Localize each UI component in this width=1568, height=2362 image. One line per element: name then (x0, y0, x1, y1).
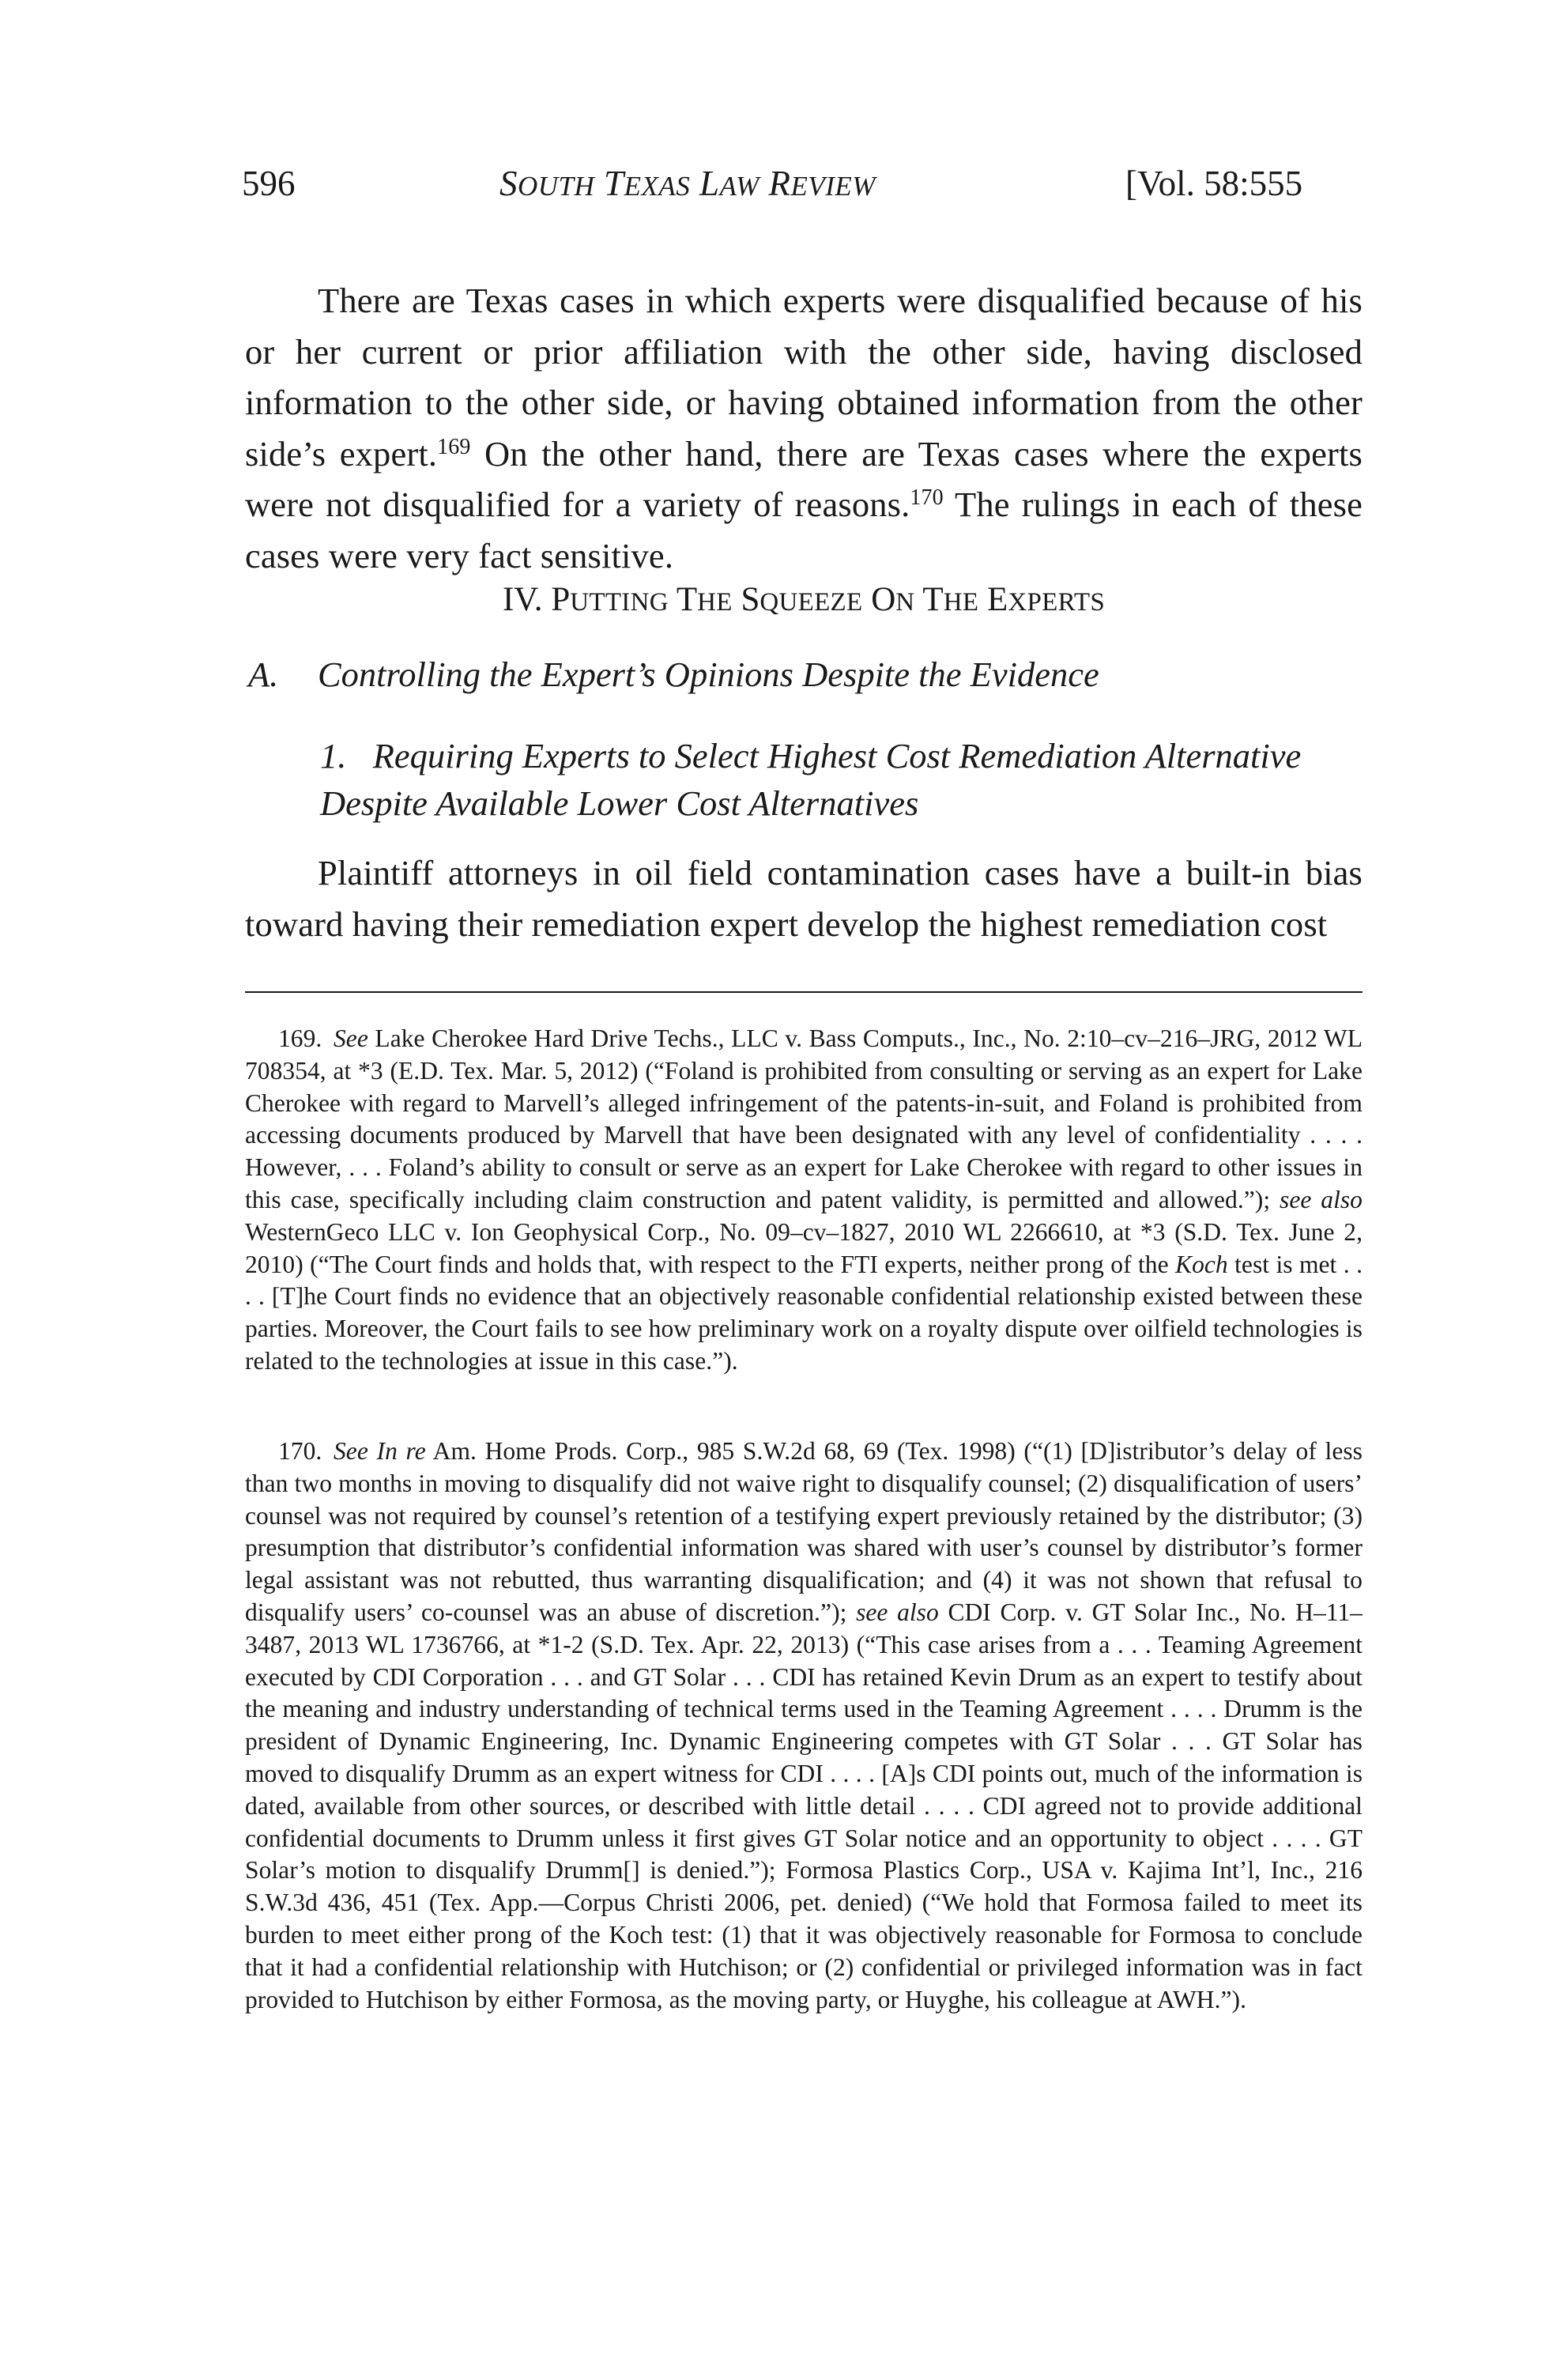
body-paragraph: Plaintiff attorneys in oil field contamination cases have a built-in bias toward having their remediation expert develop the highest remediation cost (245, 853, 1363, 944)
section-heading: IV. PUTTING THE SQUEEZE ON THE EXPERTS (502, 581, 1106, 618)
footnote-170: 170. See In re Am. Home Prods. Corp., 985 S.W.2d 68, 69 (Tex. 1998) (“(1) [D]istributor’s delay of less than two months in moving to disqualify did not waive right to disqualify counsel; (2) disqualification of users’ counsel was not required by counsel’s retention of a testifying expert previously retained by the distributor; (3) presumption that distributor’s confidential information was shared with user’s counsel by distributor’s former legal assistant was not rebutted, thus warranting disqualification; and (4) it was not shown that refusal to disqualify users’ co-counsel was an abuse of discretion.”); see also CDI Corp. v. GT Solar Inc., No. H–11–3487, 2013 WL 1736766, at *1-2 (S.D. Tex. Apr. 22, 2013) (“This case arises from a . . . Teaming Agreement executed by CDI Corporation . . . and GT Solar . . . CDI has retained Kevin Drum as an expert to testify about the meaning and industry understanding of technical terms used in the Teaming Agreement . . . . Drumm is the president of Dynamic Engineering, Inc. Dynamic Engineering competes with GT Solar . . . GT Solar has moved to disqualify Drumm as an expert witness for CDI . . . . [A]s CDI points out, much of the information is dated, available from other sources, or described with little detail . . . . CDI agreed not to provide additional confidential documents to Drumm unless it first gives GT Solar notice and an opportunity to object . . . . GT Solar’s motion to disqualify Drumm[] is denied.”); Formosa Plastics Corp., USA v. Kajima Int’l, Inc., 216 S.W.3d 436, 451 (Tex. App.—Corpus Christi 2006, pet. denied) (“We hold that Formosa failed to meet its burden to meet either prong of the Koch test: (1) that it was objectively reasonable for Formosa to conclude that it had a confidential relationship with Hutchison; or (2) confidential or privileged information was in fact provided to Hutchison by either Formosa, as the moving party, or Huyghe, his colleague at AWH.”). (245, 1437, 1363, 2013)
footnote-divider (245, 991, 1363, 993)
page-number: 596 (242, 164, 296, 203)
footnote-169: 169. See Lake Cherokee Hard Drive Techs., LLC v. Bass Computs., Inc., No. 2:10–cv–216–JRG, 2012 WL 708354, at *3 (E.D. Tex. Mar. 5, 2012) (“Foland is prohibited from consulting or serving as an expert for Lake Cherokee with regard to Marvell’s alleged infringement of the patents-in-suit, and Foland is prohibited from accessing documents produced by Marvell that have been designated with any level of confidentiality . . . . However, . . . Foland’s ability to consult or serve as an expert for Lake Cherokee with regard to other issues in this case, specifically including claim construction and patent validity, is permitted and allowed.”); see also WesternGeco LLC v. Ion Geophysical Corp., No. 09–cv–1827, 2010 WL 2266610, at *3 (S.D. Tex. June 2, 2010) (“The Court finds and holds that, with respect to the FTI experts, neither prong of the Koch test is met . . . . [T]he Court finds no evidence that an objectively reasonable confidential relationship existed between these parties. Moreover, the Court fails to see how preliminary work on a royalty dispute over oilfield technologies is related to the technologies at issue in this case.”). (245, 1024, 1363, 1375)
sub-subsection-heading: 1. Requiring Experts to Select Highest Cost Remediation Alternative Despite Available Lower Cost Alternatives (320, 736, 1302, 823)
subsection-title: Controlling the Expert’s Opinions Despite the Evidence (318, 655, 1099, 694)
journal-title: SOUTH TEXAS LAW REVIEW (499, 164, 876, 203)
footnote-ref: 170 (910, 485, 944, 510)
volume-citation: [Vol. 58:555 (1125, 164, 1303, 203)
footnote-ref: 169 (437, 434, 471, 459)
subsection-label: A. (248, 655, 279, 694)
body-paragraph: There are Texas cases in which experts were disqualified because of his or her current or prior affiliation with the other side, having disclosed information to the other side, or having obtained information from the other side’s expert.$^{169}$ On the other hand, there are Texas cases where the experts were not disqualified for a variety of reasons.$^{170}$ The rulings in each of these cases were very fact sensitive. (245, 281, 1363, 575)
